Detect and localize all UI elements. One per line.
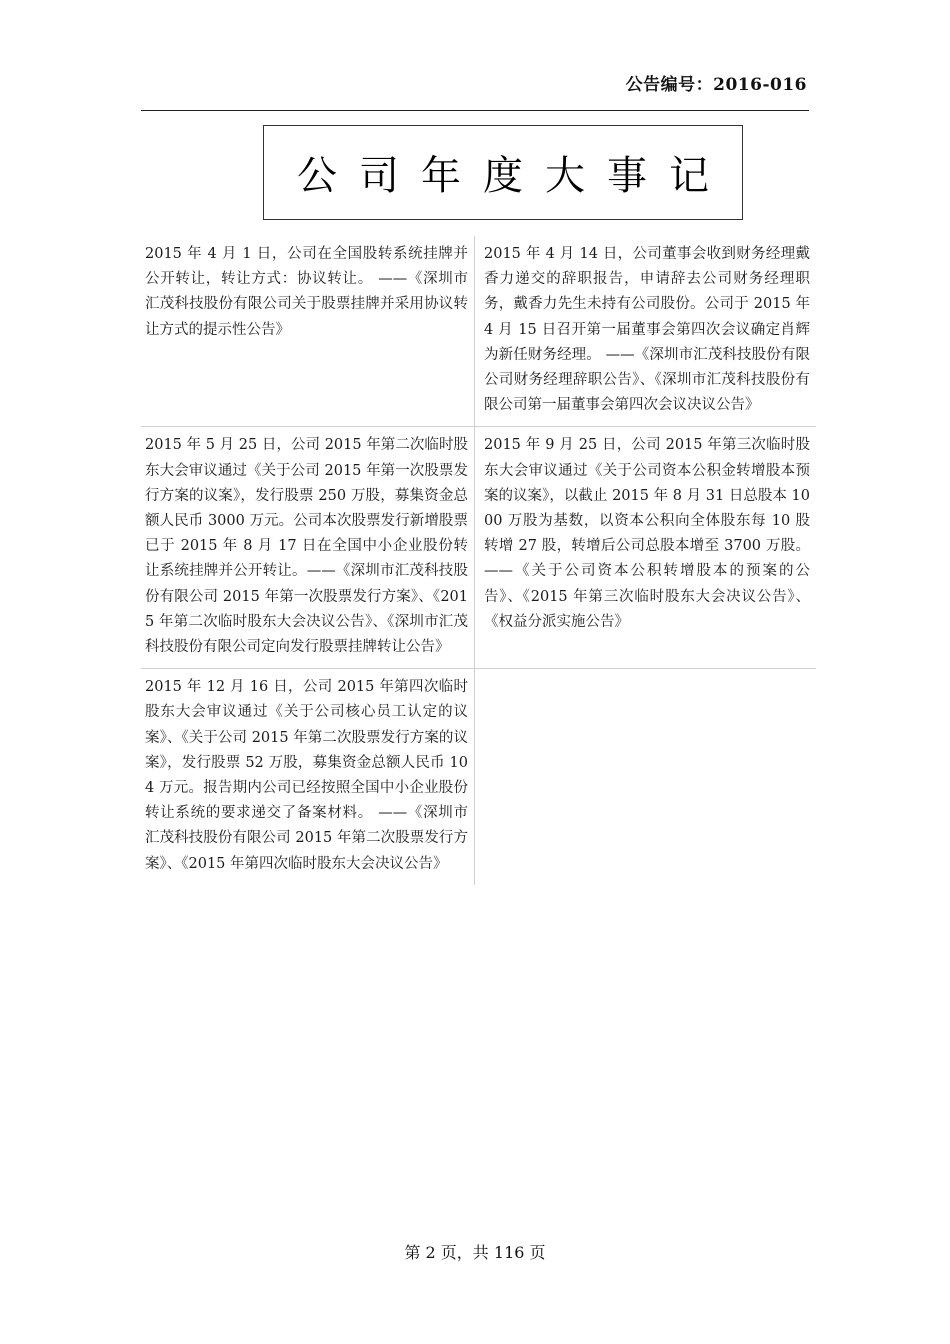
header-divider	[141, 110, 809, 111]
events-table	[141, 236, 816, 885]
event-cell: 2015 年 5 月 25 日，公司 2015 年第二次临时股东大会审议通过《关于公司 2015 年第一次股票发行方案的议案》，发行股票 250 万股，募集资金总额人民币 3000 万元。公司本次股票发行新增股票已于 2015 年 8 月 17 日在全国中小企业股份转让系统挂牌并公开转让。——《深圳市汇茂科技股份有限公司 2015 年第一次股票发行方案》、《2015 年第二次临时股东大会决议公告》、《深圳市汇茂科技股份有限公司定向发行股票挂牌转让公告》	[141, 426, 475, 668]
event-cell: 2015 年 9 月 25 日，公司 2015 年第三次临时股东大会审议通过《关于公司资本公积金转增股本预案的议案》，以截止 2015 年 8 月 31 日总股本 1000 万股为基数，以资本公积向全体股东每 10 股转增 27 股，转增后公司总股本增至 3700 万股。 ——《关于公司资本公积转增股本的预案的公告》、《2015 年第三次临时股东大会决议公告》、《权益分派实施公告》	[475, 426, 816, 668]
event-cell-empty	[475, 668, 816, 885]
event-cell: 2015 年 4 月 14 日，公司董事会收到财务经理戴香力递交的辞职报告，申请辞去公司财务经理职务，戴香力先生未持有公司股份。公司于 2015 年 4 月 15 日召开第一届董事会第四次会议确定肖辉为新任财务经理。 ——《深圳市汇茂科技股份有限公司财务经理辞职公告》、《深圳市汇茂科技股份有限公司第一届董事会第四次会议决议公告》	[484, 246, 810, 414]
page-title: 公司年度大事记	[297, 153, 731, 199]
announcement-number: 公告编号：2016-016	[625, 75, 807, 95]
event-cell: 2015 年 4 月 1 日，公司在全国股转系统挂牌并公开转让，转让方式：协议转让。 ——《深圳市汇茂科技股份有限公司关于股票挂牌并采用协议转让方式的提示性公告》	[141, 236, 475, 426]
title-box	[263, 125, 743, 220]
page-footer: 第 2 页，共 116 页	[404, 1243, 546, 1262]
event-cell: 2015 年 12 月 16 日，公司 2015 年第四次临时股东大会审议通过《关于公司核心员工认定的议案》、《关于公司 2015 年第二次股票发行方案的议案》，发行股票 52 万股，募集资金总额人民币 104 万元。报告期内公司已经按照全国中小企业股份转让系统的要求递交了备案材料。 ——《深圳市汇茂科技股份有限公司 2015 年第二次股票发行方案》、《2015 年第四次临时股东大会决议公告》	[141, 668, 475, 885]
